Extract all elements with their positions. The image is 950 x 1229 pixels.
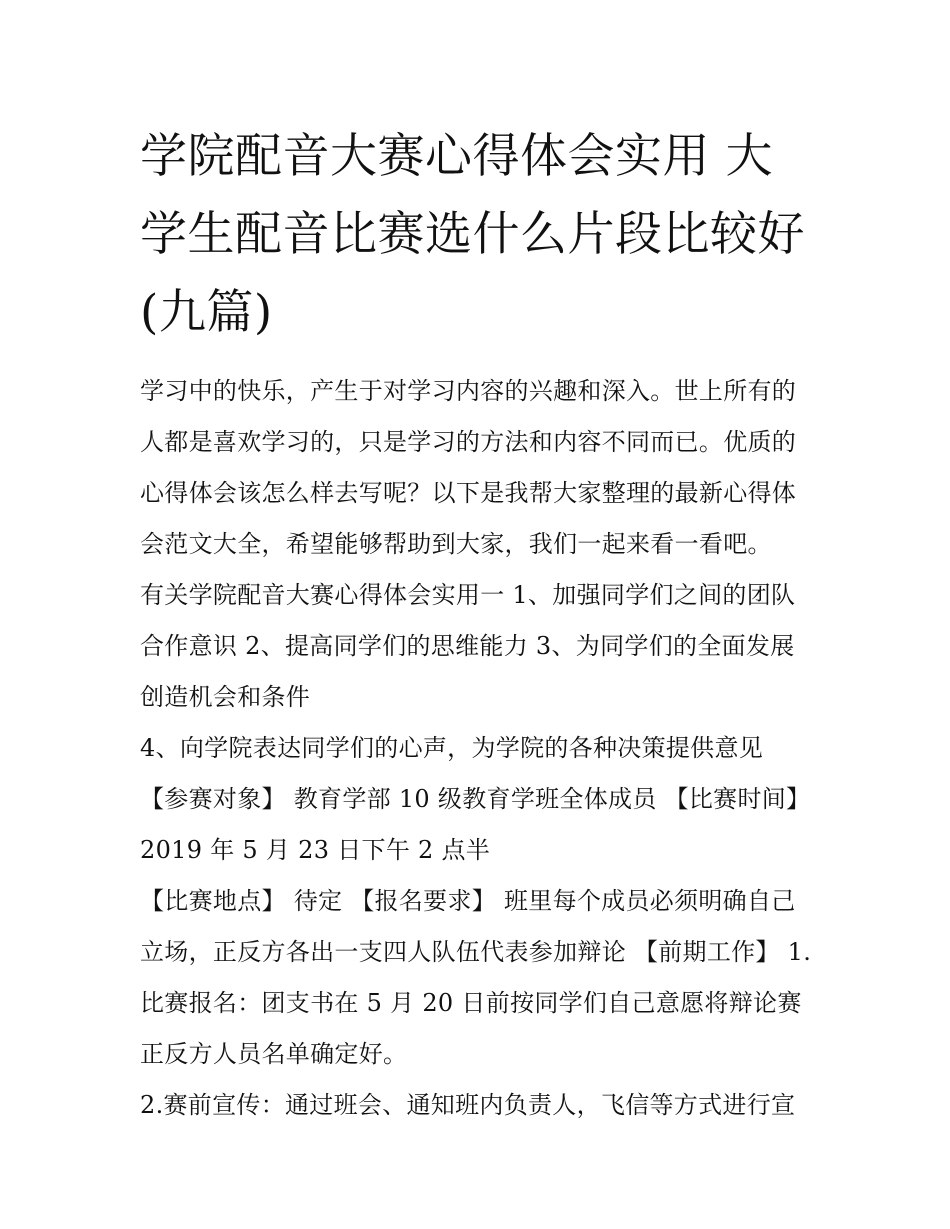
- document-title: 学院配音大赛心得体会实用 大学生配音比赛选什么片段比较好(九篇): [140, 129, 805, 340]
- paragraph-participants-time: 【参赛对象】 教育学部 10 级教育学班全体成员 【比赛时间】 2019 年 5 月 23 日下午 2 点半: [140, 785, 811, 864]
- paragraph-location-requirements: 【比赛地点】 待定 【报名要求】 班里每个成员必须明确自己立场，正反方各出一支四人队伍代表参加辩论 【前期工作】 1.比赛报名：团支书在 5 月 20 日前按同学们自己意愿将辩论赛正反方人员名单确定好。: [140, 887, 812, 1068]
- document-page: [140, 118, 815, 1131]
- paragraph-goal-4: 4、向学院表达同学们的心声，为学院的各种决策提供意见: [140, 734, 764, 762]
- paragraph-intro: 学习中的快乐，产生于对学习内容的兴趣和深入。世上所有的人都是喜欢学习的，只是学习的方法和内容不同而已。优质的心得体会该怎么样去写呢？以下是我帮大家整理的最新心得体会范文大全，希望能够帮助到大家，我们一起来看一看吧。: [140, 377, 797, 558]
- paragraph-publicity: 2.赛前宣传：通过班会、通知班内负责人，飞信等方式进行宣: [140, 1091, 796, 1119]
- paragraph-goals: 有关学院配音大赛心得体会实用一 1、加强同学们之间的团队合作意识 2、提高同学们的思维能力 3、为同学们的全面发展创造机会和条件: [140, 581, 796, 711]
